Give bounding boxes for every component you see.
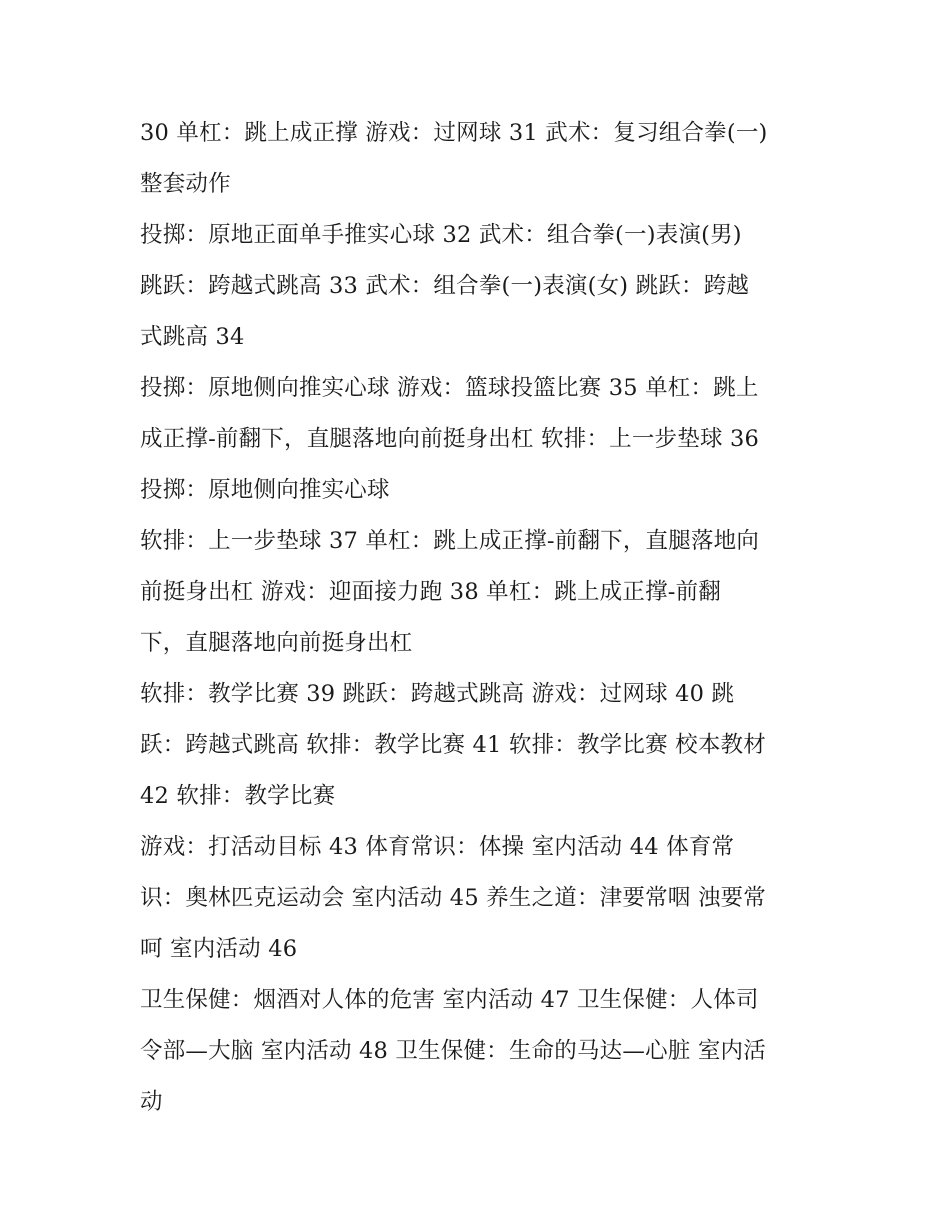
- document-body: [140, 108, 820, 1128]
- text-line: 前挺身出杠 游戏：迎面接力跑 38 单杠：跳上成正撑-前翻: [140, 579, 721, 605]
- text-line: 跃：跨越式跳高 软排：教学比赛 41 软排：教学比赛 校本教材: [140, 732, 766, 758]
- text-line: 软排：上一步垫球 37 单杠：跳上成正撑-前翻下，直腿落地向: [140, 528, 760, 554]
- text-line: 投掷：原地正面单手推实心球 32 武术：组合拳(一)表演(男): [140, 222, 742, 248]
- text-line: 成正撑-前翻下，直腿落地向前挺身出杠 软排：上一步垫球 36: [140, 426, 760, 452]
- text-line: 跳跃：跨越式跳高 33 武术：组合拳(一)表演(女) 跳跃：跨越: [140, 273, 750, 299]
- text-line: 30 单杠：跳上成正撑 游戏：过网球 31 武术：复习组合拳(一): [140, 120, 768, 146]
- text-line: 游戏：打活动目标 43 体育常识：体操 室内活动 44 体育常: [140, 834, 735, 860]
- text-line: 式跳高 34: [140, 324, 245, 350]
- text-line: 软排：教学比赛 39 跳跃：跨越式跳高 游戏：过网球 40 跳: [140, 681, 735, 707]
- text-line: 令部—大脑 室内活动 48 卫生保健：生命的马达—心脏 室内活: [140, 1038, 766, 1064]
- text-line: 呵 室内活动 46: [140, 936, 298, 962]
- text-line: 卫生保健：烟酒对人体的危害 室内活动 47 卫生保健：人体司: [140, 987, 759, 1013]
- text-line: 投掷：原地侧向推实心球: [140, 477, 390, 503]
- text-line: 识：奥林匹克运动会 室内活动 45 养生之道：津要常咽 浊要常: [140, 885, 766, 911]
- text-line: 42 软排：教学比赛: [140, 783, 336, 809]
- text-line: 下，直腿落地向前挺身出杠: [140, 630, 413, 656]
- text-line: 动: [140, 1089, 163, 1115]
- text-line: 整套动作: [140, 171, 231, 197]
- text-line: 投掷：原地侧向推实心球 游戏：篮球投篮比赛 35 单杠：跳上: [140, 375, 759, 401]
